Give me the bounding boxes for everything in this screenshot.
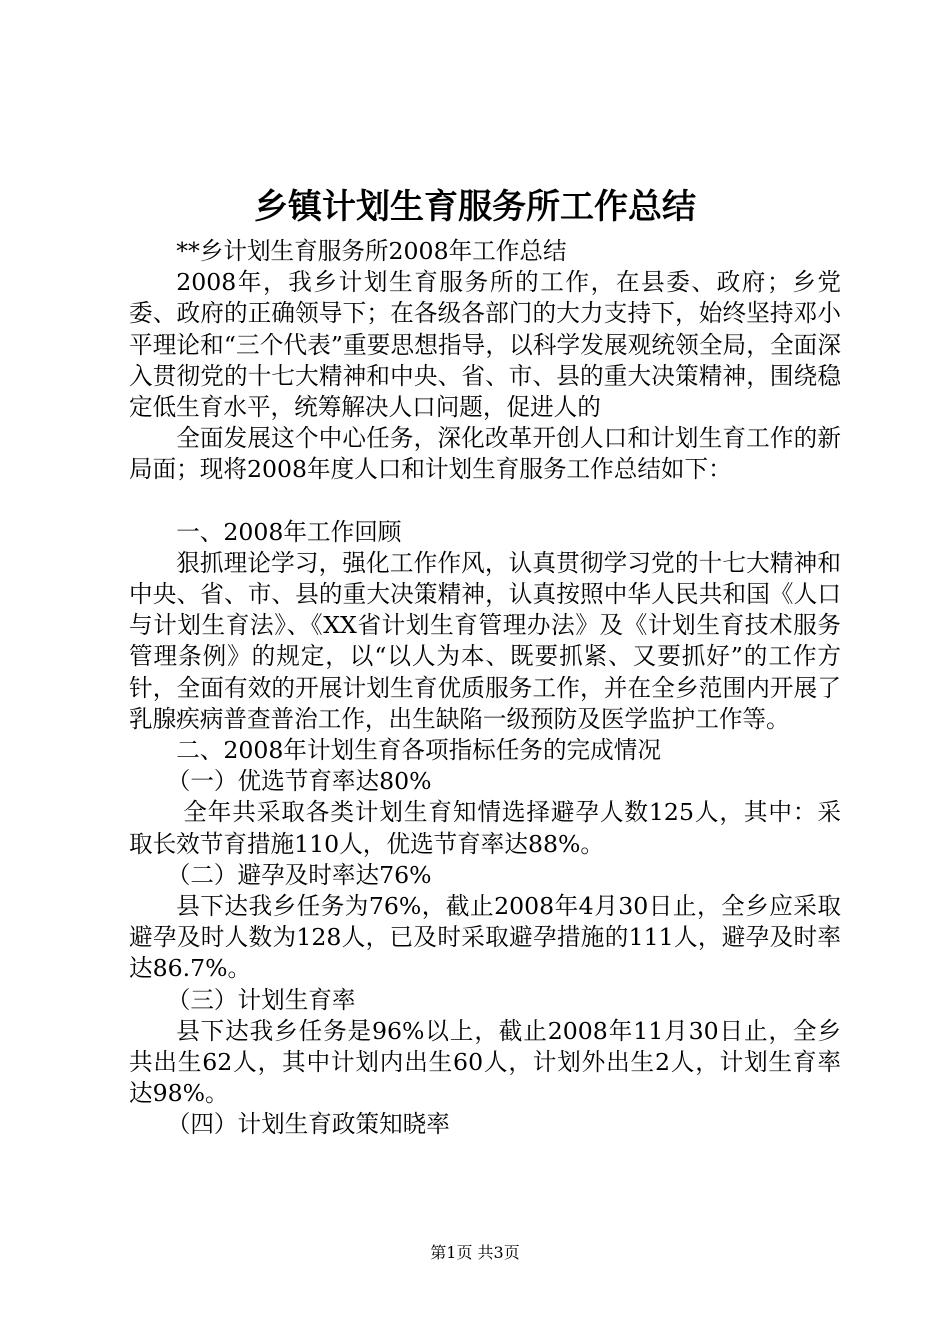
planned-birth-rate-paragraph: 县下达我乡任务是96%以上，截止2008年11月30日止，全乡共出生62人，其中计划内出生60人，计划外出生2人，计划生育率达98%。 [129, 1016, 841, 1108]
document-title: 乡镇计划生育服务所工作总结 [254, 187, 696, 227]
document-body [129, 236, 841, 1141]
review-paragraph: 狠抓理论学习，强化工作作风，认真贯彻学习党的十七大精神和中央、省、市、县的重大决策精神，认真按照中华人民共和国《人口与计划生育法》、《XX省计划生育管理办法》及《计划生育技术服务管理条例》的规定，以“以人为本、既要抓紧、又要抓好”的工作方针，全面有效的开展计划生育优质服务工作，并在全乡范围内开展了乳腺疾病普查普治工作，出生缺陷一级预防及医学监护工作等。 [129, 548, 841, 733]
subheading-timely-rate: （二）避孕及时率达76% [166, 860, 432, 889]
subheading-planned-birth-rate: （三）计划生育率 [166, 985, 356, 1014]
subheading-contraception-rate: （一）优选节育率达80% [166, 767, 432, 796]
timely-rate-paragraph: 县下达我乡任务为76%，截止2008年4月30日止，全乡应采取避孕及时人数为128人，已及时采取避孕措施的111人，避孕及时率达86.7%。 [129, 892, 841, 983]
page-footer: 第1页 共3页 [430, 1243, 520, 1262]
section-heading-targets: 二、2008年计划生育各项指标任务的完成情况 [176, 736, 661, 765]
blank-line [129, 486, 841, 517]
intro-continuation-paragraph: 全面发展这个中心任务，深化改革开创人口和计划生育工作的新局面；现将2008年度人口和计划生育服务工作总结如下： [129, 424, 841, 484]
report-heading: **乡计划生育服务所2008年工作总结 [176, 237, 567, 265]
section-heading-review: 一、2008年工作回顾 [176, 517, 402, 546]
intro-paragraph: 2008年，我乡计划生育服务所的工作，在县委、政府；乡党委、政府的正确领导下；在各级各部门的大力支持下，始终坚持邓小平理论和“三个代表”重要思想指导，以科学发展观统领全局，全面深入贯彻党的十七大精神和中央、省、市、县的重大决策精神，围绕稳定低生育水平，统筹解决人口问题，促进人的 [129, 268, 841, 422]
subheading-policy-awareness: （四）计划生育政策知晓率 [166, 1110, 450, 1139]
contraception-rate-paragraph: 全年共采取各类计划生育知情选择避孕人数125人，其中：采取长效节育措施110人，优选节育率达88%。 [129, 798, 841, 858]
